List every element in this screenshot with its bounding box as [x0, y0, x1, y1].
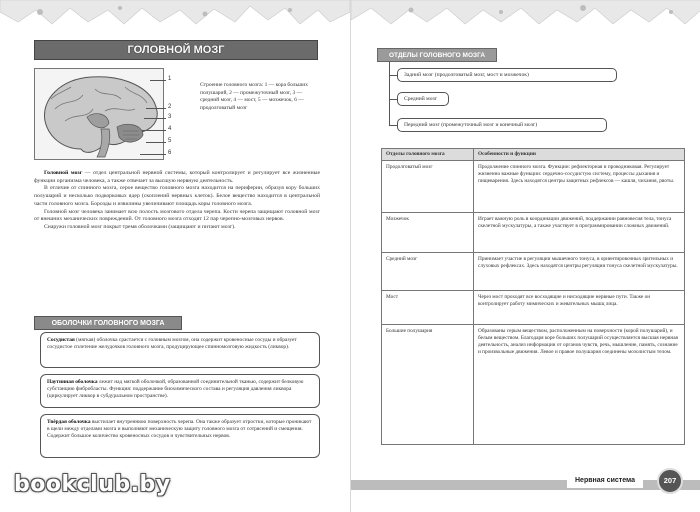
membrane-name: Твёрдая оболочка	[47, 419, 91, 425]
paragraph: Снаружи головной мозг покрыт тремя оболочками (защищают и питают мозг).	[44, 223, 236, 230]
table-cell-part: Мозжечок	[382, 213, 474, 253]
membranes-section-title: ОБОЛОЧКИ ГОЛОВНОГО МОЗГА	[34, 316, 182, 330]
table-cell-desc: Играет важную роль в координации движений, поддержании равновесия тела, тонуса скелетной мускулатуры, а также участвует в программировании сложных движений.	[474, 213, 685, 253]
tree-branch	[389, 125, 397, 126]
brain-parts-table	[381, 148, 685, 445]
callout-line	[150, 80, 166, 81]
callout-line	[146, 142, 166, 143]
table-cell-part: Средний мозг	[382, 253, 474, 291]
paragraph: В отличие от спинного мозга, серое вещество головного мозга находится на периферии, образуя кору больших полушарий и несколько подкорковых ядер (скоплений нервных клеток). Белое вещество находится в центральной части головного мозга. Борозды и извилины увеличивают площадь коры головного мозга.	[34, 185, 320, 207]
callout-number: 1	[168, 76, 172, 82]
callout-number: 2	[168, 104, 172, 110]
callout-line	[146, 108, 166, 109]
decorative-burst-border	[0, 0, 350, 34]
table-row	[382, 253, 685, 291]
right-page	[350, 0, 700, 512]
membrane-name: Паутинная оболочка	[47, 379, 98, 385]
callout-number: 6	[168, 150, 172, 156]
footer-band	[351, 474, 700, 490]
table-cell-part: Продолговатый мозг	[382, 161, 474, 213]
page-title-bar	[34, 40, 318, 60]
tree-branch	[389, 99, 397, 100]
table-row	[382, 213, 685, 253]
column-header: Отделы головного мозга	[382, 149, 474, 161]
decorative-burst-border	[351, 0, 700, 34]
table-cell-part: Большие полушария	[382, 325, 474, 445]
table-cell-desc: Образованы серым веществом, расположенным на поверхности (корой полушарий), и белым веществом. Благодаря коре больших полушарий осуществляется высшая нервная деятельность, анализ информации от органов чувств, речь, мышление, память, сознание и произвольные движения. Левое и правое полушария соединены мозолистым телом.	[474, 325, 685, 445]
table-cell-part: Мост	[382, 291, 474, 325]
table-row	[382, 161, 685, 213]
page-title: ГОЛОВНОЙ МОЗГ	[127, 44, 225, 56]
callout-number: 4	[168, 126, 172, 132]
departments-title: ОТДЕЛЫ ГОЛОВНОГО МОЗГА	[377, 48, 497, 62]
membrane-card: Паутинная оболочка лежит над мягкой оболочкой, образованной соединительной тканью, содержит белковую субстанцию фибробласты. Функция: поддержание биохимического состава и регуляция давления ликвора (циркулирует ликвор в субдуральном пространстве).	[40, 374, 320, 408]
site-watermark: bookclub.by	[14, 472, 171, 497]
membrane-card: Твёрдая оболочка выстилает внутреннюю поверхность черепа. Она также образует отростки, которые проникают в щели между отделами мозга и выполняют механическую защиту головного мозга от сотрясений и смещения. Содержит большое количество кровеносных сосудов и чувствительных нервов.	[40, 414, 320, 458]
main-text	[34, 170, 320, 232]
term: Головной мозг	[44, 170, 83, 176]
table-row	[382, 325, 685, 445]
table-header-row	[382, 149, 685, 161]
department-box: Средний мозг	[397, 92, 449, 106]
tree-branch	[389, 75, 397, 76]
callout-number: 3	[168, 114, 172, 120]
figure-caption: Строение головного мозга: 1 — кора больших полушарий, 2 — промежуточный мозг, 3 — средний мозг, 4 — мост, 5 — мозжечок, 6 — продолговатый мозг	[200, 82, 308, 111]
table-cell-desc: Принимает участие в регуляции мышечного тонуса, в ориентировочных зрительных и слуховых рефлексах. Здесь находятся центры регуляции тонуса скелетной мускулатуры.	[474, 253, 685, 291]
membrane-name: Сосудистая	[47, 337, 75, 343]
callout-line	[140, 154, 166, 155]
department-box: Передний мозг (промежуточный мозг и конечный мозг)	[397, 118, 607, 132]
callout-line	[144, 118, 166, 119]
table-cell-desc: Продолжение спинного мозга. Функции: рефлекторная и проводниковая. Регулирует жизненно важные функции: сердечно-сосудистую систему, процессы дыхания и пищеварения. Здесь находятся центры защитных рефлексов — кашля, чихания, рвоты.	[474, 161, 685, 213]
page-number: 207	[657, 468, 683, 494]
membrane-card: Сосудистая (мягкая) оболочка срастается с головным мозгом, она содержит кровеносные сосуды и образует сосудистое сплетение желудочков головного мозга, продуцирующее спинномозговую жидкость (ликвор).	[40, 332, 320, 368]
column-header: Особенности и функции	[474, 149, 685, 161]
paragraph: Головной мозг человека занимает всю полость мозгового отдела черепа. Кости черепа защищают головной мозг от внешних механических повреждений. От головного мозга отходят 12 пар черепно-мозговых нервов.	[34, 208, 320, 223]
brain-figure	[34, 68, 164, 160]
callout-line	[142, 130, 166, 131]
table-row	[382, 291, 685, 325]
callout-number: 5	[168, 138, 172, 144]
footer-section-label: Нервная система	[567, 474, 643, 488]
tree-line	[389, 62, 390, 126]
paragraph: Головной мозг — отдел центральной нервной системы, который контролирует и регулирует все жизненные функции организма человека, а также отвечает за высшую нервную деятельность.	[34, 170, 320, 184]
table-cell-desc: Через мост проходят все восходящие и нисходящие нервные пути. Также он контролирует работу мимических и жевательных мышц лица.	[474, 291, 685, 325]
department-box: Задний мозг (продолговатый мозг, мост и мозжечок)	[397, 68, 617, 82]
